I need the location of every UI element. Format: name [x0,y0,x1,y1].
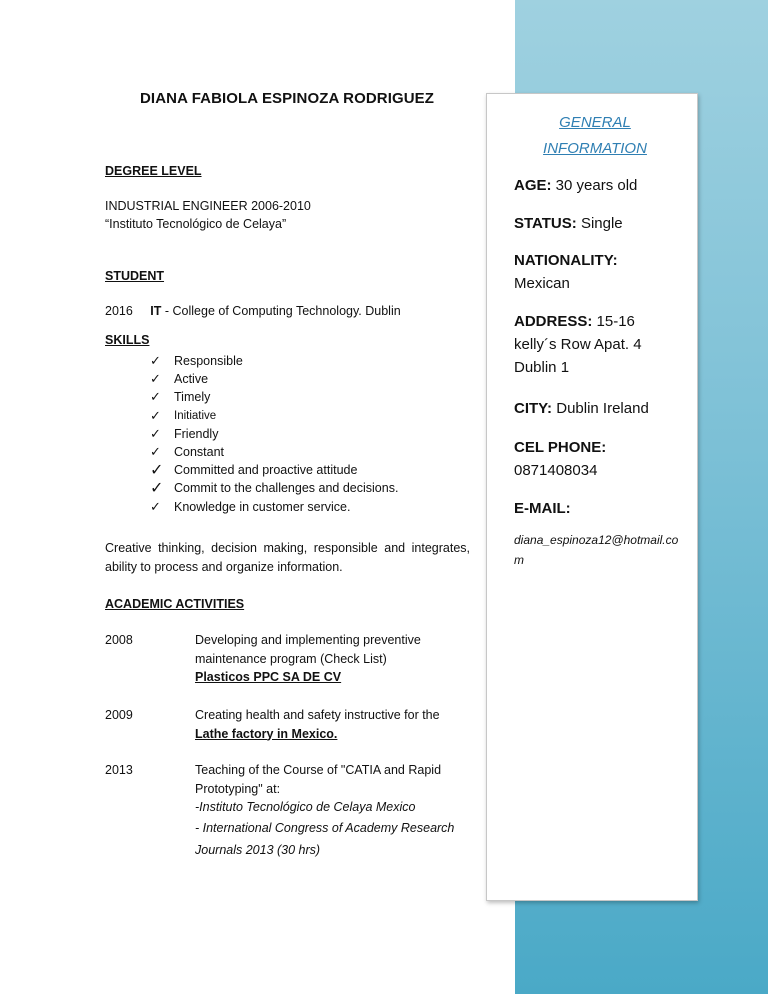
skills-heading: SKILLS [105,333,150,347]
checkmark-icon: ✓ [150,498,161,514]
candidate-name: DIANA FABIOLA ESPINOZA RODRIGUEZ [140,90,435,107]
activity-year: 2009 [105,708,133,722]
activity-item: Developing and implementing preventive maintenance program (Check List) Plasticos PPC SA DE CV [195,633,421,684]
degree-heading: DEGREE LEVEL [105,164,202,178]
activity-detail: -Instituto Tecnológico de Celaya Mexico [195,800,416,814]
skill-item: ✓ Responsible [150,353,243,369]
age-field: AGE: 30 years old [514,177,638,194]
student-heading: STUDENT [105,269,165,283]
checkmark-icon: ✓ [150,389,161,405]
student-line [105,303,401,319]
email-label: E-MAIL: [514,500,571,517]
skill-item: ✓ Knowledge in customer service. [150,498,351,514]
status-field: STATUS: Single [514,215,623,232]
student-inst: IT [150,304,162,318]
activity-year: 2013 [105,763,133,777]
activity-year: 2008 [105,633,133,647]
activity-detail: - International Congress of Academy Research Journals 2013 (30 hrs) [195,820,455,857]
city-field: CITY: Dublin Ireland [514,400,649,417]
nationality-field: NATIONALITY: Mexican [514,252,618,292]
checkmark-icon: ✓ [150,353,161,369]
general-info-title: GENERAL INFORMATION [543,114,647,157]
activity-item: Creating health and safety instructive for the Lathe factory in Mexico. [195,708,440,741]
email-value[interactable]: diana_espinoza12@hotmail.com [514,533,679,567]
degree-line1: INDUSTRIAL ENGINEER 2006-2010 [105,199,311,213]
checkmark-icon: ✓ [150,480,164,498]
activity-place: Plasticos PPC SA DE CV [195,670,342,684]
activity-place: Lathe factory in Mexico. [195,726,338,741]
skill-item: ✓ Constant [150,444,225,460]
skill-item: ✓ Friendly [150,425,219,441]
student-year: 2016 [105,304,133,318]
degree-line2: “Instituto Tecnológico de Celaya” [105,217,287,231]
skills-list [150,352,398,516]
student-desc: - College of Computing Technology. Dublin [164,304,401,318]
checkmark-icon: ✓ [150,371,161,387]
skill-item: ✓ Commit to the challenges and decisions. [150,480,399,498]
checkmark-icon: ✓ [150,444,161,460]
checkmark-icon: ✓ [150,462,164,480]
checkmark-icon: ✓ [150,425,161,441]
skill-item: ✓ Initiative [150,407,217,423]
address-field: ADDRESS: 15-16 kelly´s Row Apat. 4 Dublin 1 [514,313,642,376]
skill-item: ✓ Committed and proactive attitude [150,462,358,480]
phone-field: CEL PHONE: 0871408034 [514,439,607,479]
checkmark-icon: ✓ [150,407,161,423]
skill-item: ✓ Active [150,371,209,387]
skill-item: ✓ Timely [150,389,211,405]
activity-item: Teaching of the Course of "CATIA and Rapid Prototyping" at: -Instituto Tecnológico de Celaya Mexico - International Congress of Academy Research Journals 2013 (30 hrs) [195,761,457,861]
academic-heading: ACADEMIC ACTIVITIES [105,597,245,611]
skills-summary: Creative thinking, decision making, responsible and integrates, ability to process and organize information. [105,541,470,574]
